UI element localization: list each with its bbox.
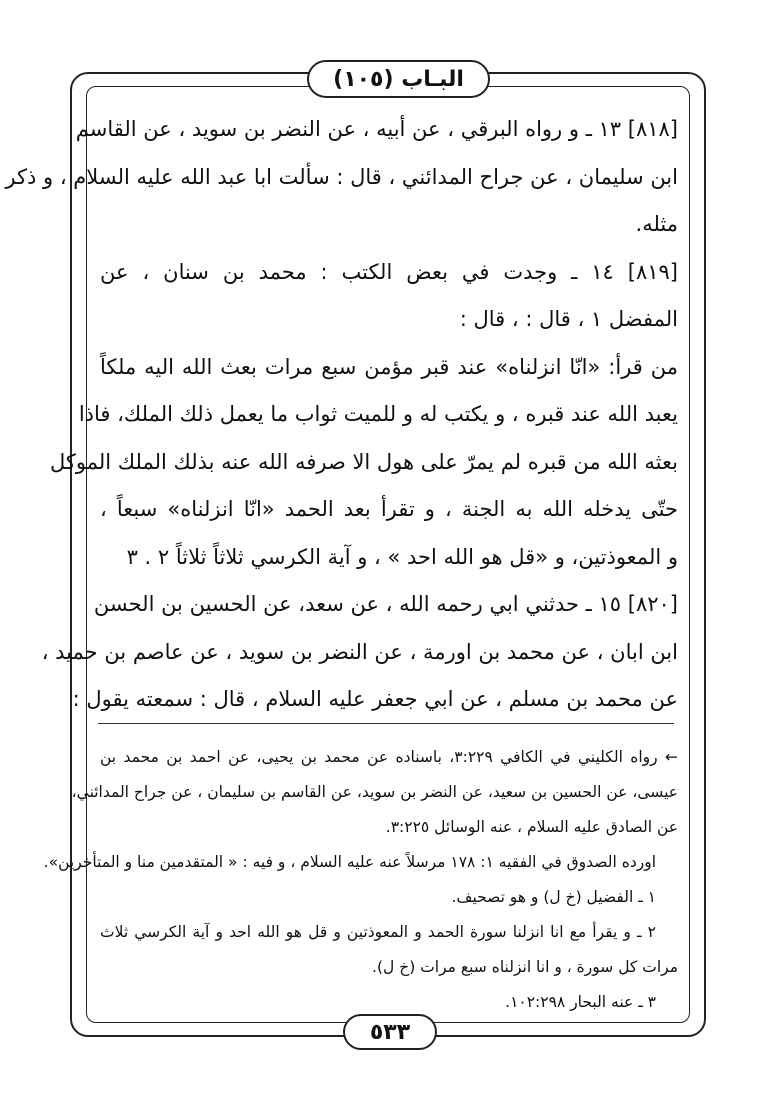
- footnote-line: مرات كل سورة ، و انا انزلناه سبع مرات (خ ل).: [372, 958, 678, 976]
- text-line: يعبد الله عند قبره ، و يكتب له و للميت ثواب ما يعمل ذلك الملك، فاذا: [78, 402, 678, 426]
- footnote-line: عيسى، عن الحسين بن سعيد، عن النضر بن سويد، عن القاسم بن سليمان ، عن جراح المدائني،: [71, 783, 678, 801]
- text-line: حتّى يدخله الله به الجنة ، و تقرأ بعد الحمد «انّا انزلناه» سبعاً ،: [100, 497, 678, 521]
- footnotes: [43, 740, 678, 1020]
- text-line: مثله.: [635, 212, 678, 236]
- chapter-header: [307, 60, 490, 98]
- text-line: [٨١٨] ١٣ ـ و رواه البرقي ، عن أبيه ، عن النضر بن سويد ، عن القاسم: [75, 117, 678, 141]
- text-line: ابن ابان ، عن محمد بن اورمة ، عن النضر بن سويد ، عن عاصم بن حميد ،: [41, 639, 678, 664]
- text-line: المفضل ١ ، قال : ، قال :: [459, 307, 678, 331]
- text-line: [٨١٩] ١٤ ـ وجدت في بعض الكتب : محمد بن سنان ، عن: [100, 259, 678, 284]
- main-text: [5, 106, 678, 724]
- text-line: عن محمد بن مسلم ، عن ابي جعفر عليه السلام ، قال : سمعته يقول :: [72, 687, 678, 711]
- page-number: ٥٣٣: [369, 1019, 411, 1045]
- page-number-box: [343, 1014, 437, 1050]
- footnote-divider: [98, 723, 674, 724]
- footnote-line: ٣ ـ عنه البحار ١٠٢:٢٩٨.: [505, 993, 656, 1011]
- text-line: [٨٢٠] ١٥ ـ حدثني ابي رحمه الله ، عن سعد، عن الحسين بن الحسن: [93, 592, 678, 616]
- text-line: ابن سليمان ، عن جراح المدائني ، قال : سألت ابا عبد الله عليه السلام ، و ذكر: [5, 164, 678, 189]
- text-line: بعثه الله من قبره لم يمرّ على هول الا صرفه الله عنه بذلك الملك الموكل: [50, 449, 678, 474]
- footnote-line: ← رواه الكليني في الكافي ٣:٢٢٩، باسناده عن محمد بن يحيى، عن احمد بن محمد بن: [100, 748, 678, 766]
- text-line: من قرأ: «انّا انزلناه» عند قبر مؤمن سبع مرات بعث الله اليه ملكاً: [100, 354, 678, 379]
- chapter-title: البـاب (١٠٥): [333, 66, 464, 92]
- footnote-line: عن الصادق عليه السلام ، عنه الوسائل ٣:٢٢٥.: [385, 818, 678, 836]
- footnote-line: ٢ ـ و يقرأ مع انا انزلنا سورة الحمد و المعوذتين و قل هو الله احد و آية الكرسي ثلاث: [100, 923, 656, 941]
- footnote-line: ١ ـ الفضيل (خ ل) و هو تصحيف.: [451, 888, 656, 906]
- footnote-line: اورده الصدوق في الفقيه ١: ١٧٨ مرسلاً عنه عليه السلام ، و فيه : « المتقدمين منا و المتأخرين».: [43, 853, 656, 871]
- text-line: و المعوذتين، و «قل هو الله احد » ، و آية الكرسي ثلاثاً ثلاثاً ٢ . ٣: [126, 544, 678, 569]
